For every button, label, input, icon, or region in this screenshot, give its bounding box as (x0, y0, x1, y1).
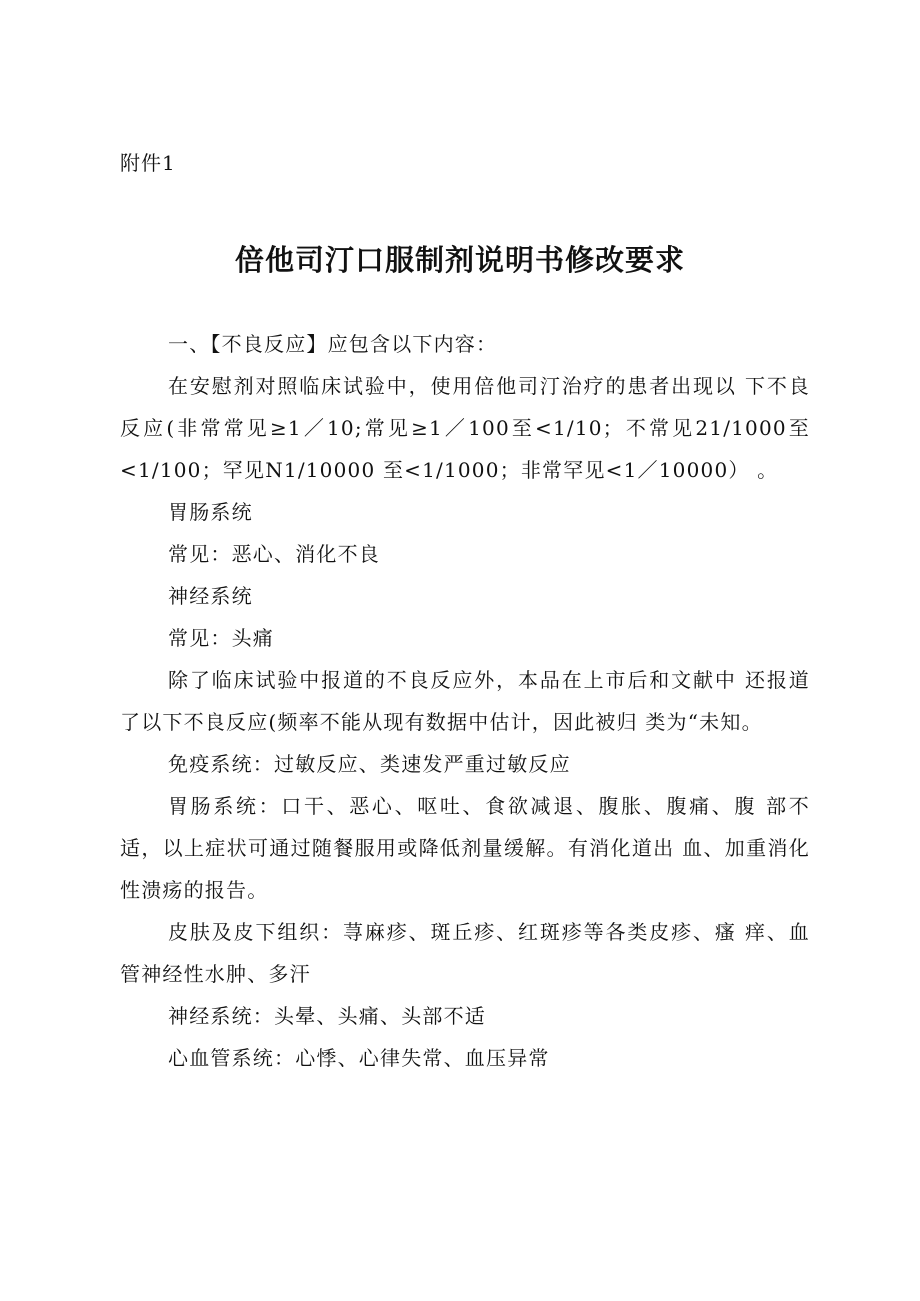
paragraph-postmarketing-intro: 除了临床试验中报道的不良反应外，本品在上市后和文献中 还报道了以下不良反应(频率不能从现有数据中估计，因此被归 类为“未知。 (120, 668, 810, 734)
paragraph-skin-subcutaneous: 皮肤及皮下组织：荨麻疹、斑丘疹、红斑疹等各类皮疹、瘙 痒、血管神经性水肿、多汗 (120, 920, 810, 986)
system-heading-gastrointestinal: 胃肠系统 (168, 500, 253, 524)
paragraph-cardiovascular: 心血管系统：心悸、心律失常、血压异常 (168, 1046, 550, 1070)
document-title: 倍他司汀口服制剂说明书修改要求 (234, 243, 685, 277)
paragraph-immune-system: 免疫系统：过敏反应、类速发严重过敏反应 (168, 752, 571, 776)
system-heading-nervous: 神经系统 (168, 584, 253, 608)
paragraph-gastrointestinal-common: 常见：恶心、消化不良 (168, 542, 380, 566)
section-heading-adverse-reactions: 一、【不良反应】应包含以下内容： (168, 332, 498, 356)
paragraph-nervous-common: 常见：头痛 (168, 626, 274, 650)
paragraph-clinical-trial-frequency: 在安慰剂对照临床试验中，使用倍他司汀治疗的患者出现以 下不良反应(非常常见≥1／10;常见≥1／100至<1/10；不常见21/1000至<1/100；罕见N1/10000 至<1/1000；非常罕见<1／10000） 。 (120, 374, 810, 482)
attachment-label: 附件1 (120, 151, 176, 175)
paragraph-gastrointestinal-postmarketing: 胃肠系统：口干、恶心、呕吐、食欲减退、腹胀、腹痛、腹 部不适，以上症状可通过随餐服用或降低剂量缓解。有消化道出 血、加重消化性溃疡的报告。 (120, 794, 810, 902)
paragraph-nervous-postmarketing: 神经系统：头晕、头痛、头部不适 (168, 1004, 486, 1028)
document-body (120, 323, 810, 1079)
